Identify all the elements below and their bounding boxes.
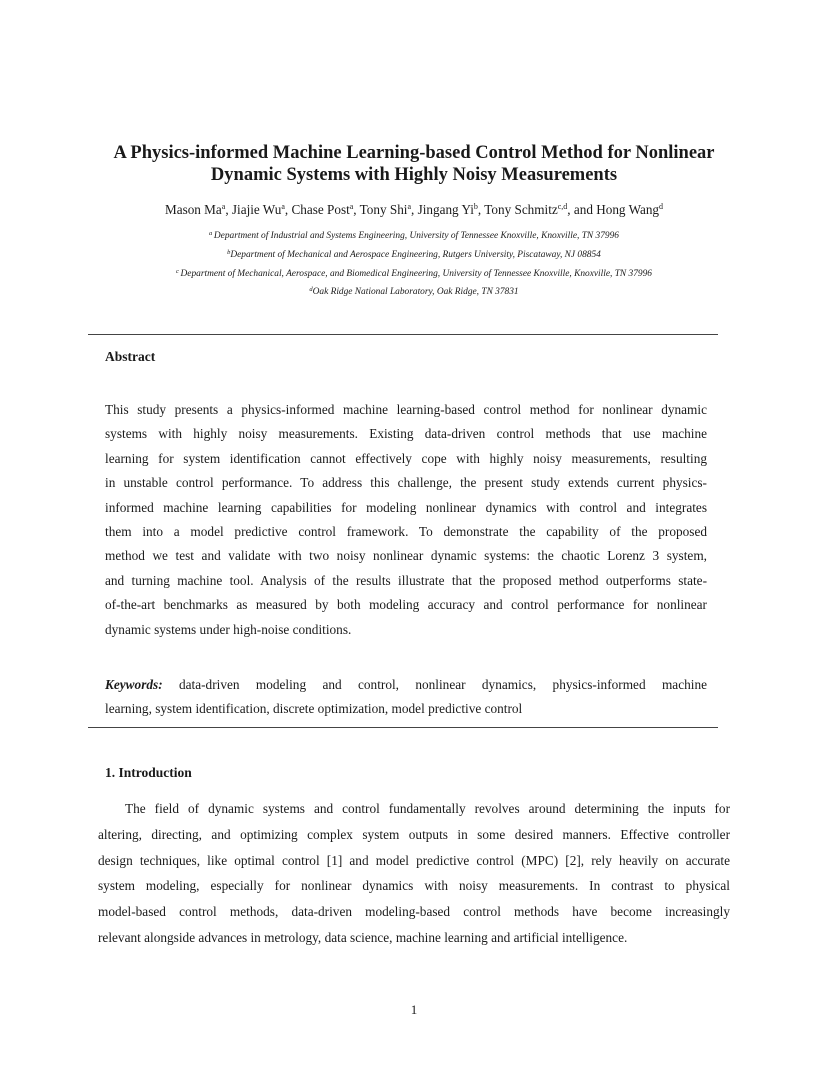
abstract-line: informed machine learning capabilities for modeling nonlinear dynamics with control and integrates — [105, 499, 707, 515]
affiliation-list — [40, 227, 788, 302]
introduction-line: system modeling, especially for nonlinear dynamics with noisy measurements. In contrast to physical — [98, 878, 730, 894]
abstract-text — [105, 398, 707, 642]
abstract-line: of-the-art benchmarks as measured by both modeling accuracy and control performance for nonlinear — [105, 597, 707, 613]
abstract-bottom-divider — [88, 727, 718, 728]
abstract-line: method we test and validate with two noisy nonlinear dynamic systems: the chaotic Lorenz 3 system, — [105, 548, 707, 564]
abstract-line: This study presents a physics-informed machine learning-based control method for nonlinear dynamic — [105, 402, 707, 417]
author-5: Jingang Yi$^b$, — [417, 202, 485, 217]
title-line-1: A Physics-informed Machine Learning-based Control Method for Nonlinear — [113, 143, 715, 163]
page-number: 1 — [410, 1002, 418, 1017]
keywords-line-2: learning, system identification, discrete optimization, model predictive control — [105, 701, 523, 717]
abstract-line: learning for system identification cannot effectively cope with highly noisy measurements, resulting — [105, 450, 707, 466]
author-4: Tony Shi$^a$, — [359, 202, 418, 217]
author-6: Tony Schmitz$^{c,d}$, and — [484, 202, 597, 217]
abstract-line: them into a model predictive control framework. To demonstrate the capability of the proposed — [105, 524, 707, 540]
abstract-line: dynamic systems under high-noise conditions. — [105, 621, 352, 637]
paper-title — [60, 142, 768, 186]
introduction-line: relevant alongside advances in metrology, data science, machine learning and artificial intelligence. — [98, 929, 628, 945]
introduction-line: The field of dynamic systems and control fundamentally revolves around determining the inputs for — [125, 801, 730, 816]
title-line-2: Dynamic Systems with Highly Noisy Measurements — [210, 165, 618, 185]
introduction-line: model-based control methods, data-driven modeling-based control methods have become increasingly — [98, 904, 730, 920]
section-heading-introduction: 1. Introduction — [105, 765, 192, 780]
abstract-top-divider — [88, 334, 718, 335]
introduction-line: altering, directing, and optimizing complex system outputs in some desired manners. Effective controller — [98, 826, 730, 842]
keywords-label: Keywords: — [105, 677, 163, 692]
affiliation-c: $^c$ Department of Mechanical, Aerospace, and Biomedical Engineering, University of Tennessee Knoxville, Knoxville, TN 37996 — [176, 267, 652, 279]
author-7: Hong Wang$^d$ — [596, 202, 664, 217]
affiliation-a: $^a$ Department of Industrial and Systems Engineering, University of Tennessee Knoxville, Knoxville, TN 37996 — [209, 230, 619, 241]
author-list — [40, 202, 788, 218]
author-3: Chase Post$^a$, — [291, 202, 360, 217]
introduction-line: design techniques, like optimal control [1] and model predictive control (MPC) [2], rely heavily on accurate — [98, 852, 730, 868]
abstract-heading: Abstract — [105, 349, 156, 364]
affiliation-d: $^d$Oak Ridge National Laboratory, Oak Ridge, TN 37831 — [309, 286, 519, 298]
introduction-text — [98, 796, 730, 951]
keywords-line-1: Keywords: data-driven modeling and control, nonlinear dynamics, physics-informed machine — [105, 677, 707, 692]
affiliation-b: $^b$Department of Mechanical and Aerospace Engineering, Rutgers University, Piscataway, NJ 08854 — [227, 248, 601, 260]
author-1: Mason Ma$^a$, — [164, 202, 232, 217]
author-2: Jiajie Wu$^a$, — [231, 202, 292, 217]
keywords-block — [105, 673, 707, 722]
abstract-line: and turning machine tool. Analysis of the results illustrate that the proposed method outperforms state- — [105, 572, 707, 588]
abstract-line: systems with highly noisy measurements. Existing data-driven control methods that use machine — [105, 426, 707, 442]
abstract-line: in unstable control performance. To address this challenge, the present study extends current physics- — [105, 475, 707, 491]
